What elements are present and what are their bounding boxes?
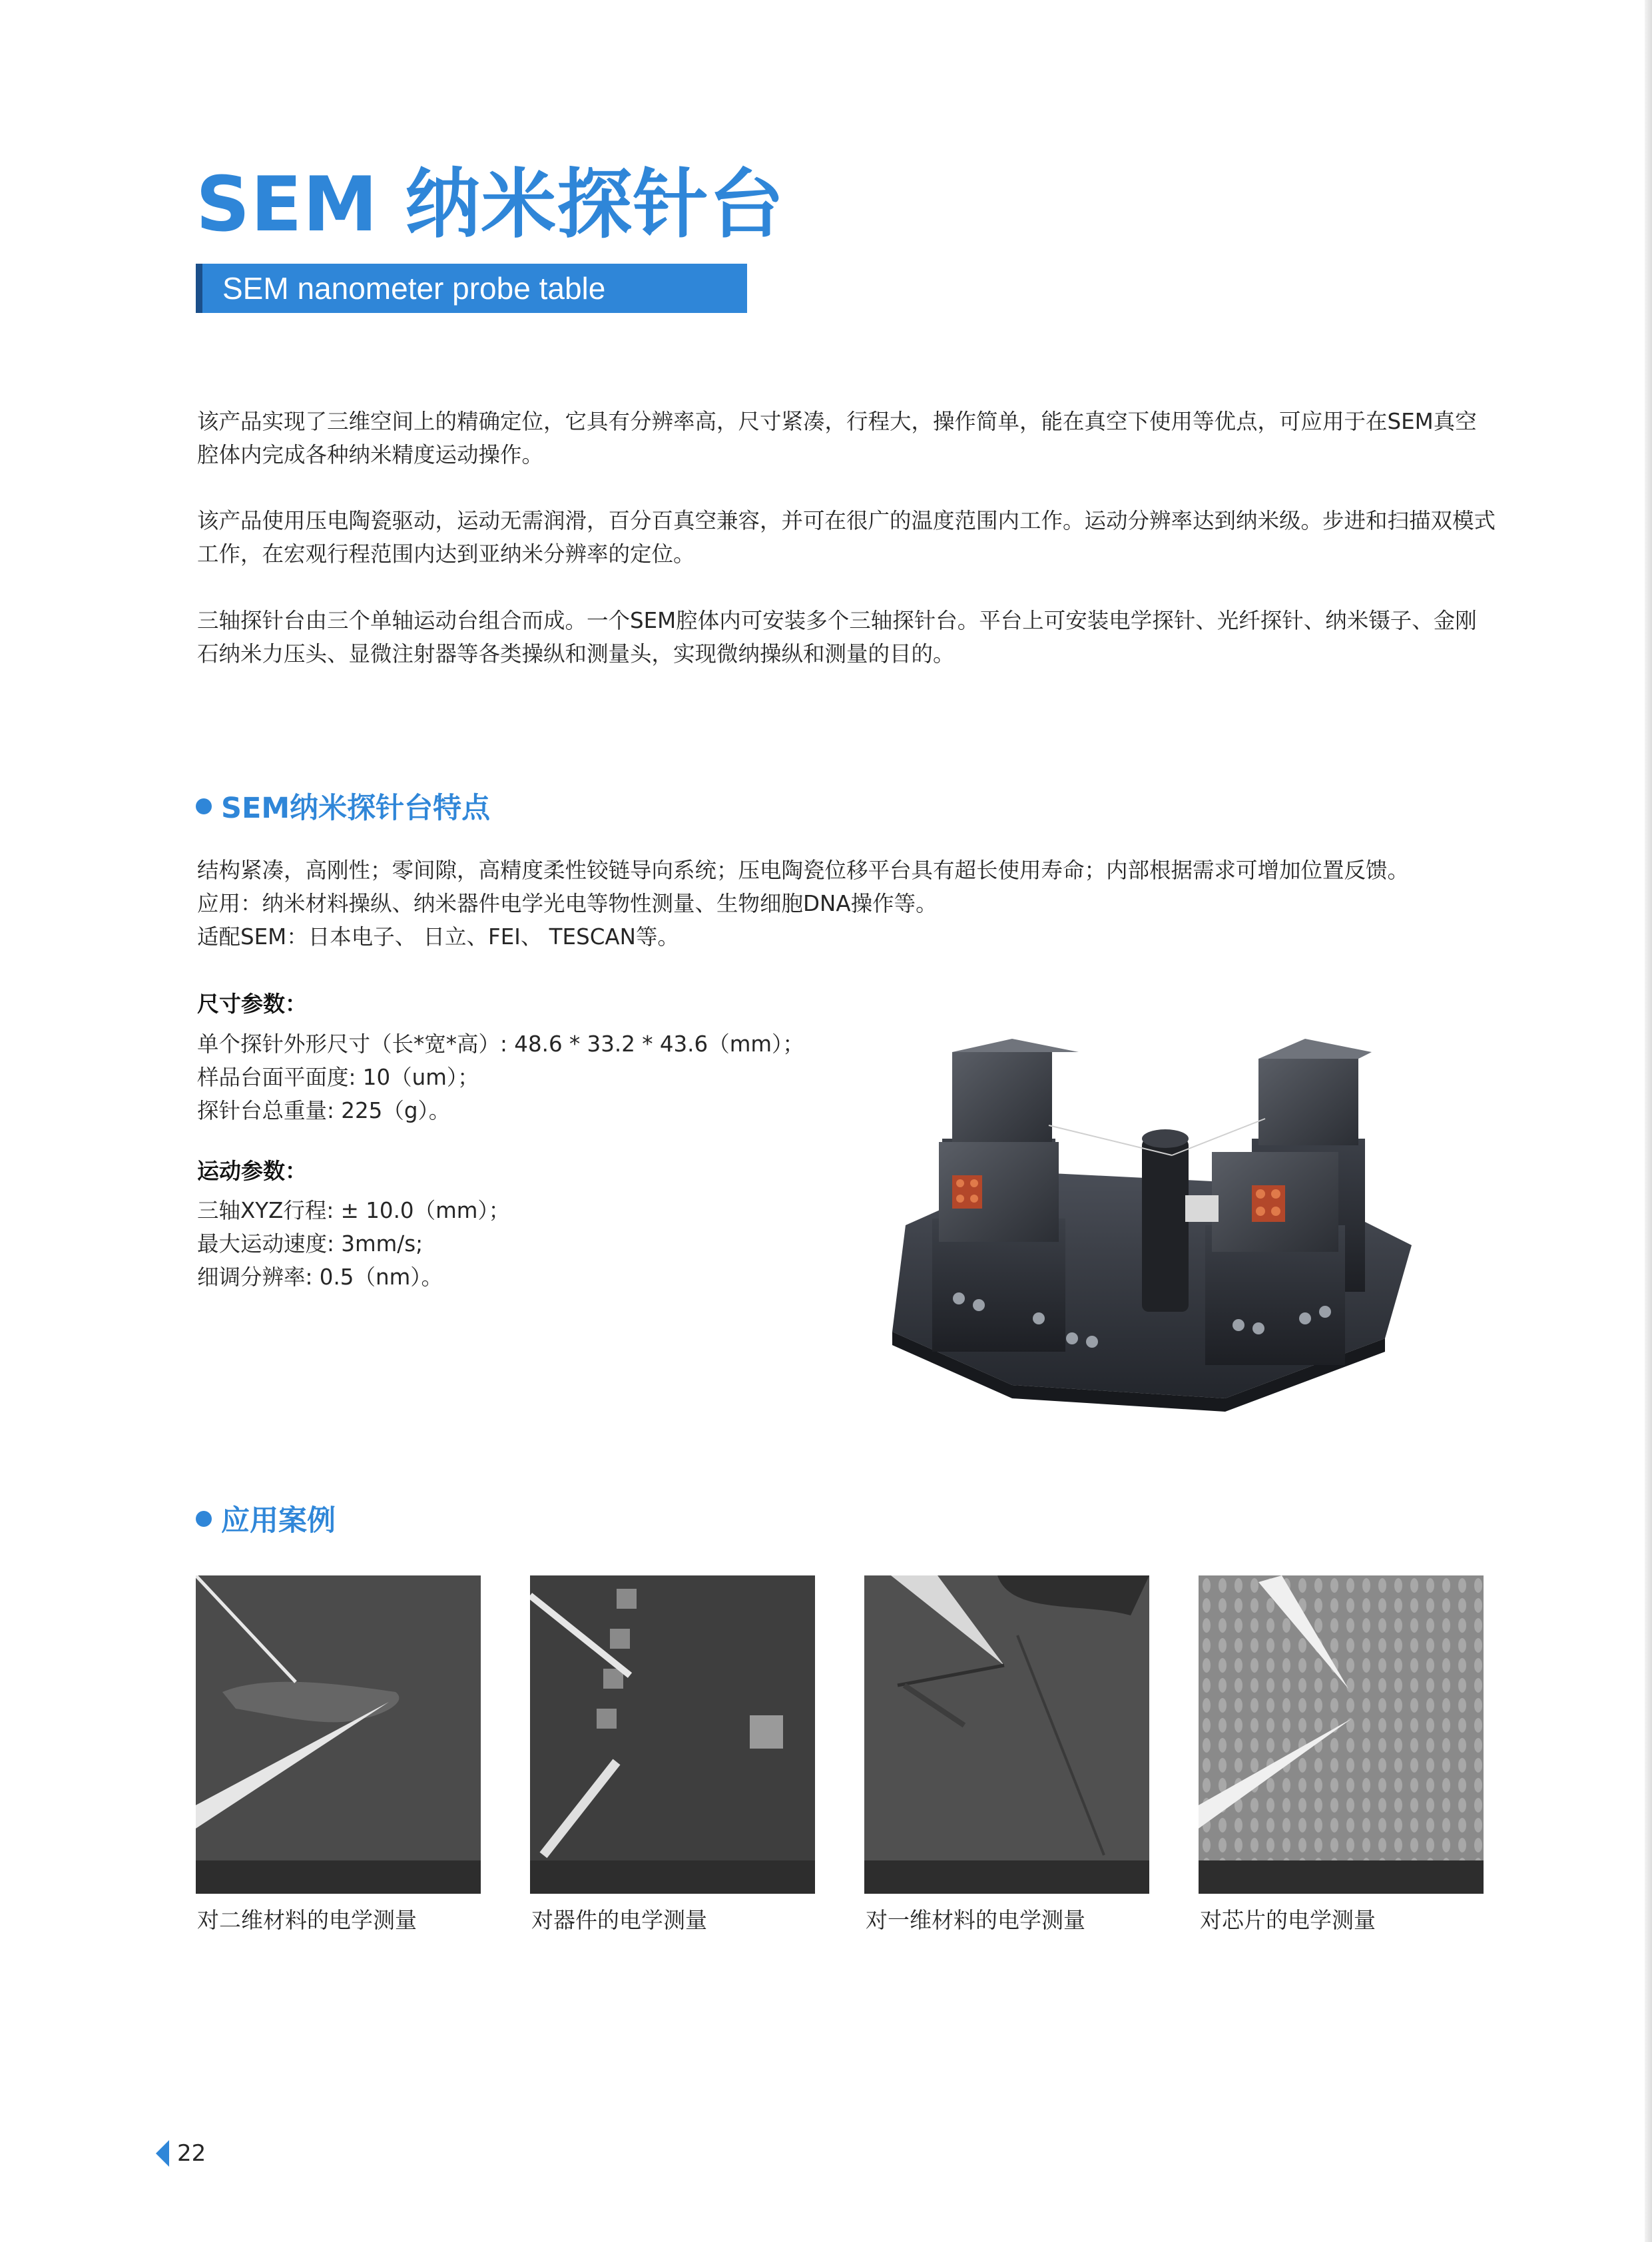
feature-line: 结构紧凑，高刚性；零间隙，高精度柔性铰链导向系统；压电陶瓷位移平台具有超长使用寿命；内部根据需求可增加位置反馈。 — [197, 858, 1410, 883]
case-image-1d-material — [864, 1575, 1149, 1894]
case-caption: 对芯片的电学测量 — [1200, 1907, 1376, 1933]
subtitle-accent-stripe — [196, 264, 202, 313]
features-heading-label: SEM纳米探针台特点 — [221, 792, 491, 825]
cases-heading — [196, 1498, 336, 1539]
case-image-2d-material — [196, 1575, 481, 1894]
probe-stage-product-image — [879, 1025, 1432, 1412]
size-params-heading: 尺寸参数： — [197, 991, 307, 1017]
cases-heading-label: 应用案例 — [221, 1504, 336, 1538]
page-title: SEM 纳米探针台 — [196, 160, 785, 248]
motion-params-heading: 运动参数： — [197, 1158, 307, 1184]
motion-param-line: 最大运动速度: 3mm/s; — [197, 1231, 423, 1257]
intro-paragraph-1: 该产品实现了三维空间上的精确定位，它具有分辨率高，尺寸紧凑，行程大，操作简单，能在真空下使用等优点，可应用于在SEM真空腔体内完成各种纳米精度运动操作。 — [197, 409, 1477, 467]
case-caption: 对二维材料的电学测量 — [197, 1907, 417, 1933]
feature-line: 应用：纳米材料操纵、纳米器件电学光电等物性测量、生物细胞DNA操作等。 — [197, 891, 938, 916]
page-marker-icon — [156, 2140, 169, 2167]
case-caption: 对一维材料的电学测量 — [866, 1907, 1085, 1933]
intro-paragraph-2: 该产品使用压电陶瓷驱动，运动无需润滑，百分百真空兼容，并可在很广的温度范围内工作。运动分辨率达到纳米级。步进和扫描双模式工作，在宏观行程范围内达到亚纳米分辨率的定位。 — [197, 508, 1496, 567]
subtitle-banner — [196, 264, 747, 313]
subtitle-text: SEM nanometer probe table — [222, 271, 606, 306]
size-param-line: 探针台总重量: 225（g）。 — [197, 1098, 451, 1123]
case-image-chip — [1199, 1575, 1484, 1894]
motion-param-line: 细调分辨率: 0.5（nm）。 — [197, 1264, 443, 1290]
page-edge-shadow — [1645, 0, 1652, 2242]
page-number — [156, 2140, 206, 2167]
intro-paragraph-3: 三轴探针台由三个单轴运动台组合而成。一个SEM腔体内可安装多个三轴探针台。平台上可安装电学探针、光纤探针、纳米镊子、金刚石纳米力压头、显微注射器等各类操纵和测量头，实现微纳操纵和测量的目的。 — [197, 608, 1477, 667]
bullet-dot-icon — [196, 1511, 212, 1527]
size-param-line: 单个探针外形尺寸（长*宽*高）: 48.6 * 33.2 * 43.6（mm）； — [197, 1031, 804, 1057]
motion-param-line: 三轴XYZ行程: ± 10.0（mm）； — [197, 1198, 511, 1223]
feature-line: 适配SEM：日本电子、 日立、FEI、 TESCAN等。 — [197, 924, 679, 950]
features-heading — [196, 786, 490, 826]
page-number-text: 22 — [177, 2140, 206, 2167]
bullet-dot-icon — [196, 798, 212, 814]
case-image-device — [530, 1575, 815, 1894]
case-caption: 对器件的电学测量 — [531, 1907, 707, 1933]
size-param-line: 样品台面平面度: 10（um）； — [197, 1065, 479, 1090]
